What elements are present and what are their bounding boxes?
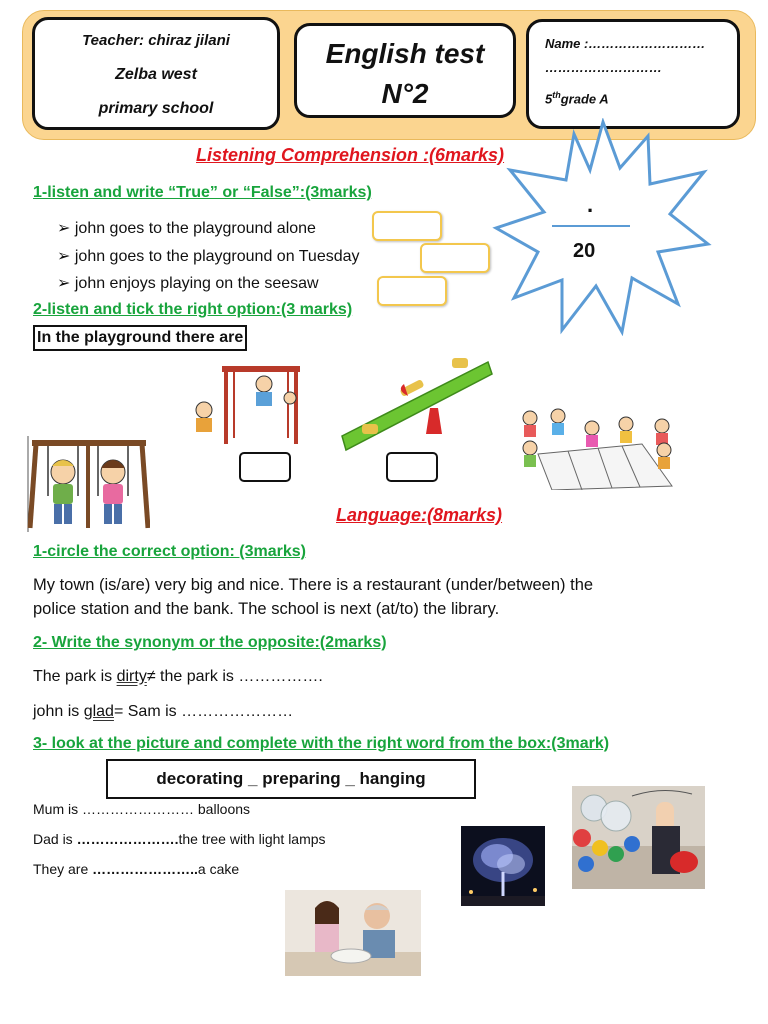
key-word: dirty <box>116 668 147 685</box>
key-word: glad <box>83 703 114 720</box>
complete-sentence-2 <box>33 831 326 847</box>
arrow-bullet-icon: ➢ <box>57 248 71 265</box>
circle-option-line-1: My town (is/are) very big and nice. There is a restaurant (under/between) the <box>33 576 594 594</box>
language-q1-title: 1-circle the correct option: (3marks) <box>33 543 306 560</box>
grade-text: grade A <box>560 91 609 107</box>
tick-box-seesaw[interactable] <box>386 452 438 482</box>
name-field-line-2[interactable]: ……………………… <box>545 60 662 75</box>
arrow-bullet-icon: ➢ <box>57 220 71 237</box>
score-mark: . <box>587 192 594 217</box>
statement-text: john enjoys playing on the seesaw <box>74 275 319 292</box>
sentence-text: Mum is <box>33 801 82 817</box>
teacher-box <box>32 17 280 130</box>
listening-heading: Listening Comprehension :(6marks) <box>196 145 505 165</box>
list-item <box>57 273 319 293</box>
circle-option-line-2: police station and the bank. The school is next (at/to) the library. <box>33 600 500 618</box>
arrow-bullet-icon: ➢ <box>57 275 71 292</box>
swings-picture <box>26 436 150 532</box>
tick-box-monkey-bars[interactable] <box>239 452 291 482</box>
grade-suffix: th <box>552 90 561 100</box>
synonym-sentence-1 <box>33 668 323 686</box>
school-line-2: primary school <box>98 100 214 117</box>
blank-field[interactable]: …………………… <box>82 801 198 817</box>
synonym-sentence-2 <box>33 703 293 721</box>
score-total: 20 <box>573 240 596 262</box>
blank-field[interactable]: ………………….. <box>92 861 198 877</box>
tree-lights-photo <box>461 826 545 906</box>
sentence-text: balloons <box>197 801 251 817</box>
sentence-text[interactable]: = Sam is ………………… <box>113 703 294 720</box>
student-info-box <box>526 19 740 129</box>
true-false-answer-box[interactable] <box>372 211 442 241</box>
language-q2-title: 2- Write the synonym or the opposite:(2marks) <box>33 634 387 651</box>
statement-text: john goes to the playground on Tuesday <box>74 248 360 265</box>
sentence-text[interactable]: ≠ the park is ……………. <box>146 668 323 685</box>
complete-sentence-1 <box>33 801 250 817</box>
blank-field[interactable]: …………………. <box>76 831 179 847</box>
sentence-text: the tree with light lamps <box>178 831 326 847</box>
teacher-name: Teacher: chiraz jilani <box>82 32 230 49</box>
test-title-box <box>294 23 516 118</box>
statement-text: john goes to the playground alone <box>74 220 316 237</box>
list-item <box>57 218 316 238</box>
listening-q2-title: 2-listen and tick the right option:(3 marks) <box>33 301 353 318</box>
list-item <box>57 246 360 266</box>
test-number: N°2 <box>381 78 429 109</box>
sentence-text: They are <box>33 861 93 877</box>
complete-sentence-3 <box>33 861 239 877</box>
monkey-bars-picture <box>182 358 310 446</box>
test-title: English test <box>325 38 485 69</box>
hopscotch-picture <box>512 404 680 490</box>
preparing-cake-photo <box>285 890 421 976</box>
hanging-balloons-photo <box>572 786 705 889</box>
word-box: decorating _ preparing _ hanging <box>106 759 476 799</box>
grade-label <box>545 90 609 106</box>
sentence-text: Dad is <box>33 831 77 847</box>
name-field-label[interactable]: Name :……………………… <box>545 36 706 51</box>
playground-prompt: In the playground there are <box>33 325 247 351</box>
language-heading: Language:(8marks) <box>336 505 503 525</box>
listening-q1-title: 1-listen and write “True” or “False”:(3marks) <box>33 184 372 201</box>
true-false-answer-box[interactable] <box>377 276 447 306</box>
sentence-text: The park is <box>33 668 117 685</box>
true-false-answer-box[interactable] <box>420 243 490 273</box>
sentence-text: a cake <box>197 861 240 877</box>
grade-number: 5 <box>545 91 553 107</box>
seesaw-picture <box>338 356 494 452</box>
language-q3-title: 3- look at the picture and complete with the right word from the box:(3mark) <box>33 735 610 752</box>
school-line-1: Zelba west <box>115 66 197 83</box>
sentence-text: john is <box>33 703 84 720</box>
score-star-icon <box>492 118 714 336</box>
